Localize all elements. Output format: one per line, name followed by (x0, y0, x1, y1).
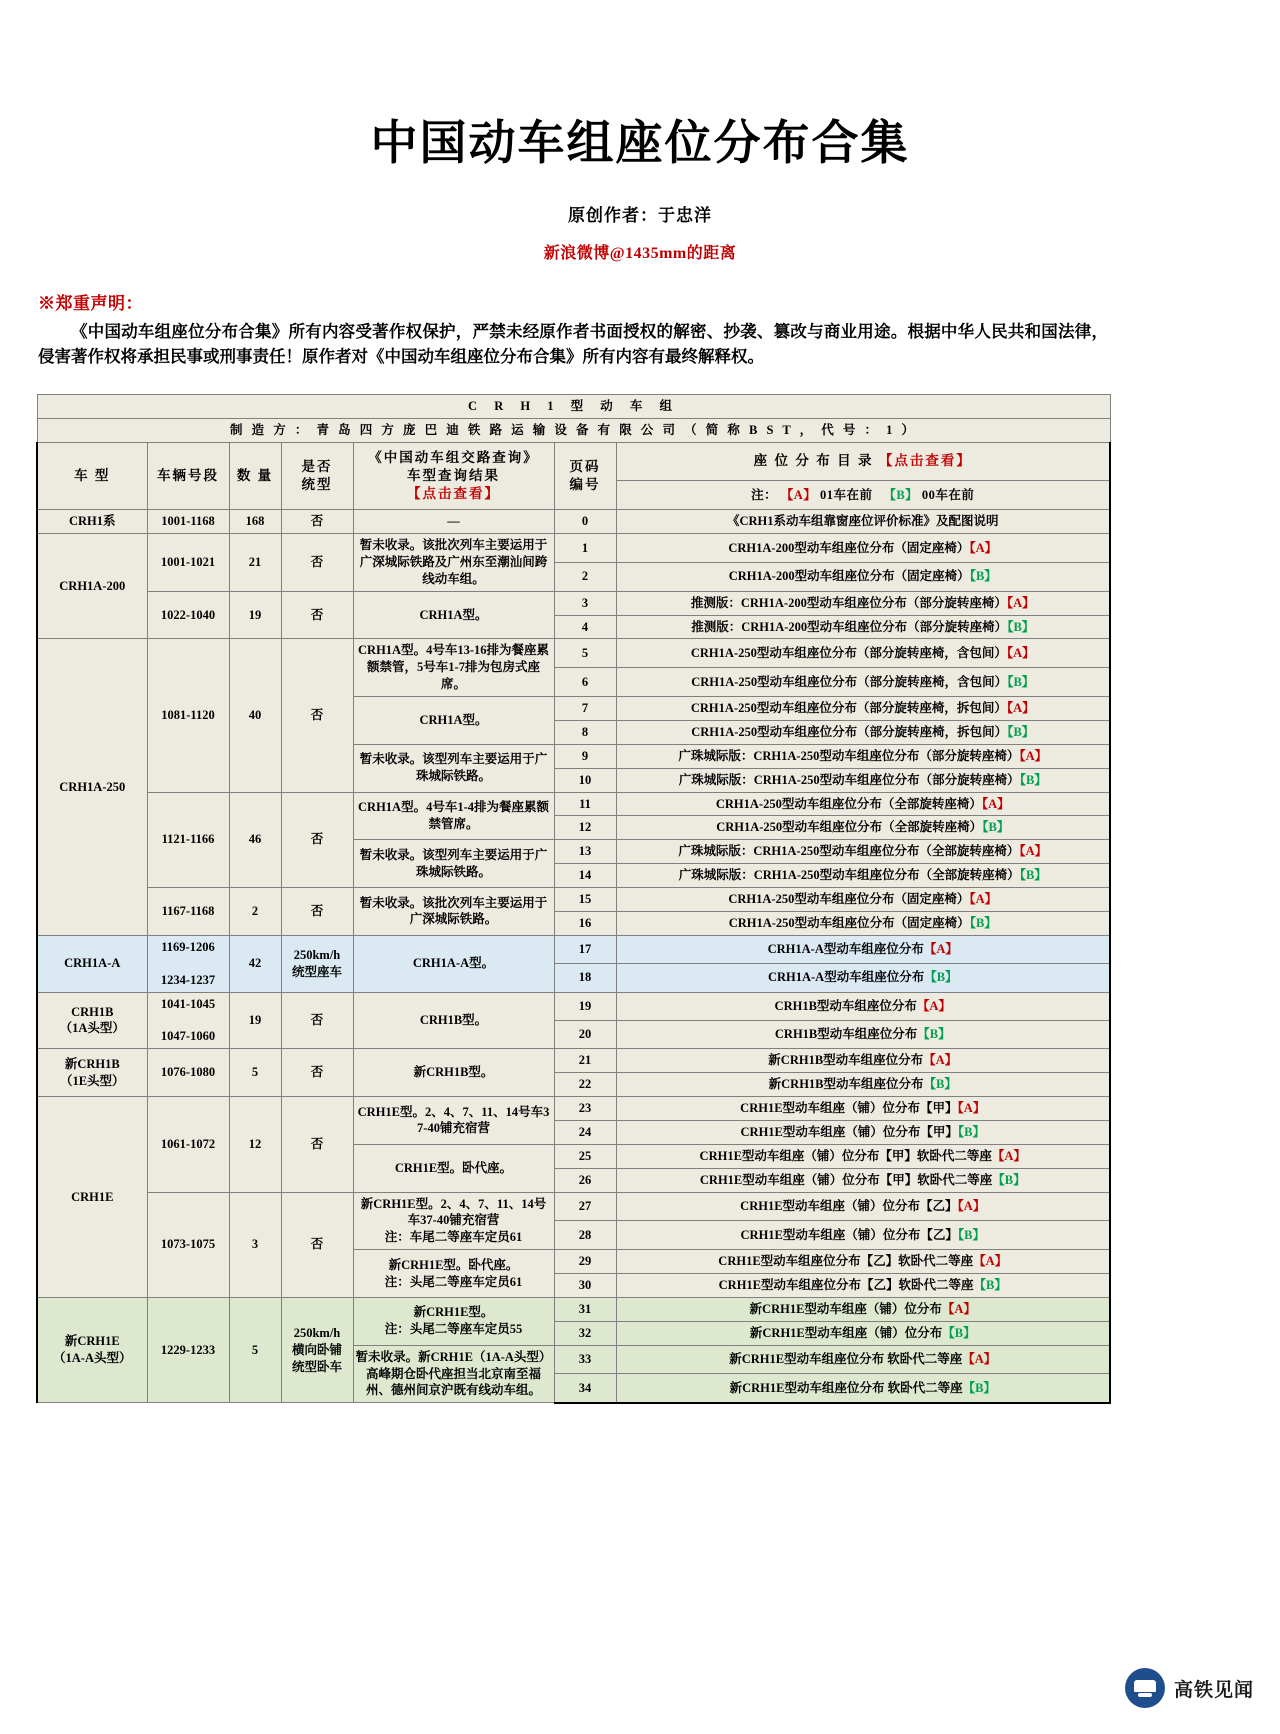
seat-distribution-text: CRH1E型动车组座（铺）位分布【甲】 (740, 1101, 958, 1116)
cell-seat-distribution-link[interactable] (616, 639, 1110, 668)
cell-quantity: 19 (229, 992, 281, 1049)
col-header-unified-line2: 统型 (301, 476, 333, 492)
cell-quantity: 5 (229, 1297, 281, 1402)
seat-distribution-text: 推测版：CRH1A-200型动车组座位分布（部分旋转座椅） (691, 619, 1008, 634)
cell-page-number: 19 (554, 992, 616, 1020)
cell-page-number: 34 (554, 1374, 616, 1403)
crh1-table (36, 394, 1111, 1404)
seat-distribution-text: CRH1E型动车组座位分布【乙】软卧代二等座 (718, 1254, 974, 1269)
seat-distribution-text: CRH1A-250型动车组座位分布（部分旋转座椅，含包间） (691, 674, 1008, 689)
watermark-label: 高铁见闻 (1173, 1679, 1254, 1701)
cell-page-number: 4 (554, 615, 616, 639)
seat-distribution-text: 《CRH1系动车组靠窗座位评价标准》及配图说明 (726, 514, 999, 529)
cell-model: CRH1A-200 (37, 534, 147, 639)
cell-page-number: 3 (554, 591, 616, 615)
cell-page-number: 12 (554, 816, 616, 840)
cell-seat-distribution-link[interactable] (616, 1144, 1110, 1168)
tag-a-badge: 【A】 (923, 1053, 958, 1068)
col-header-page-line2: 编号 (569, 476, 601, 492)
tag-a-badge: 【A】 (916, 998, 951, 1013)
cell-seat-distribution-link[interactable] (616, 840, 1110, 864)
column-header-row (37, 442, 1110, 480)
seat-distribution-text: CRH1E型动车组座（铺）位分布【甲】软卧代二等座 (699, 1172, 993, 1187)
cell-query-result: CRH1E型。卧代座。 (353, 1144, 554, 1192)
seat-directory-label: 座 位 分 布 目 录 (753, 453, 874, 469)
col-header-page-number (554, 442, 616, 510)
table-band-sub-row (37, 418, 1110, 442)
tag-b-badge: 【B】 (1007, 674, 1035, 689)
note-a-tag: 【A】 (780, 487, 817, 502)
cell-query-result: 新CRH1E型。卧代座。 注：头尾二等座车定员61 (353, 1250, 554, 1298)
seat-distribution-text: CRH1A-A型动车组座位分布 (767, 970, 925, 985)
cell-page-number: 25 (554, 1144, 616, 1168)
cell-page-number: 10 (554, 768, 616, 792)
cell-fleet-numbers: 1167-1168 (147, 888, 229, 936)
tag-b-badge: 【B】 (1007, 724, 1035, 739)
cell-model: 新CRH1B （1E头型） (37, 1049, 147, 1097)
tag-b-badge: 【B】 (942, 1325, 976, 1340)
cell-query-result: CRH1A型。4号车1-4排为餐座累额禁管席。 (353, 792, 554, 840)
col-header-seat-directory (616, 442, 1110, 480)
note-prefix: 注： (751, 487, 778, 502)
cell-seat-distribution-link[interactable] (616, 1345, 1110, 1374)
cell-query-result: 新CRH1B型。 (353, 1049, 554, 1097)
cell-seat-distribution-link[interactable] (616, 964, 1110, 992)
cell-seat-distribution-link[interactable] (616, 697, 1110, 721)
seat-distribution-text: CRH1A-250型动车组座位分布（全部旋转座椅） (715, 796, 982, 811)
table-row (37, 1049, 1110, 1073)
cell-query-result: CRH1E型。2、4、7、11、14号车37-40铺充宿营 (353, 1097, 554, 1145)
tag-a-badge: 【A】 (969, 892, 998, 907)
cell-fleet-numbers: 1073-1075 (147, 1192, 229, 1297)
seat-distribution-text: CRH1B型动车组座位分布 (774, 1027, 918, 1042)
tag-a-badge: 【A】 (957, 1101, 986, 1116)
cell-model: CRH1系 (37, 510, 147, 534)
cell-quantity: 168 (229, 510, 281, 534)
cell-fleet-numbers: 1121-1166 (147, 792, 229, 888)
cell-seat-distribution-link[interactable] (616, 992, 1110, 1020)
cell-page-number: 5 (554, 639, 616, 668)
col-header-unified (281, 442, 353, 510)
cell-page-number: 17 (554, 935, 616, 963)
tag-b-badge: 【B】 (957, 1227, 985, 1242)
table-row (37, 639, 1110, 668)
tag-b-badge: 【B】 (973, 1278, 1007, 1293)
seat-distribution-text: CRH1A-250型动车组座位分布（全部旋转座椅） (716, 820, 983, 835)
table-band-title-row (37, 394, 1110, 418)
cell-seat-distribution-link[interactable] (616, 591, 1110, 615)
seat-distribution-text: 新CRH1B型动车组座位分布 (768, 1077, 924, 1092)
cell-model: CRH1E (37, 1097, 147, 1298)
seat-distribution-text: CRH1A-200型动车组座位分布（固定座椅） (728, 540, 970, 555)
cell-page-number: 18 (554, 964, 616, 992)
seat-distribution-text: 推测版：CRH1A-200型动车组座位分布（部分旋转座椅） (690, 595, 1007, 610)
cell-query-result: 暂未收录。该批次列车主要运用于广深城际铁路及广州东至潮汕间跨线动车组。 (353, 534, 554, 592)
cell-query-result: 新CRH1E型。2、4、7、11、14号车37-40铺充宿营 注：车尾二等座车定员61 (353, 1192, 554, 1250)
cell-seat-distribution-link[interactable] (616, 1297, 1110, 1321)
col-header-ab-note (616, 480, 1110, 509)
tag-a-badge: 【A】 (973, 1254, 1008, 1269)
cell-query-result: CRH1A-A型。 (353, 935, 554, 992)
cell-query-result: CRH1A型。4号车13-16排为餐座累额禁管，5号车1-7排为包房式座席。 (353, 639, 554, 697)
query-click-link[interactable]: 【点击查看】 (407, 485, 500, 501)
cell-query-result: 暂未收录。该型列车主要运用于广珠城际铁路。 (353, 840, 554, 888)
cell-page-number: 8 (554, 720, 616, 744)
statement-heading: ※郑重声明： (38, 293, 143, 313)
tag-a-badge: 【A】 (962, 1351, 997, 1366)
band-title-cell: C R H 1 型 动 车 组 (37, 394, 1110, 418)
tag-b-badge: 【B】 (969, 569, 997, 584)
cell-fleet-numbers: 1041-1045 1047-1060 (147, 992, 229, 1049)
table-row (37, 888, 1110, 912)
seat-distribution-text: CRH1A-250型动车组座位分布（部分旋转座椅，含包间） (690, 645, 1007, 660)
cell-page-number: 7 (554, 697, 616, 721)
cell-unified: 否 (281, 1192, 353, 1297)
col-header-unified-line1: 是否 (301, 458, 333, 474)
cell-seat-distribution-link[interactable] (616, 1250, 1110, 1274)
cell-fleet-numbers: 1001-1021 (147, 534, 229, 592)
cell-seat-distribution-link[interactable] (616, 1274, 1110, 1298)
cell-page-number: 14 (554, 864, 616, 888)
cell-page-number: 33 (554, 1345, 616, 1374)
tag-b-badge: 【B】 (924, 970, 958, 985)
watermark-badge (1125, 1668, 1254, 1708)
cell-page-number: 20 (554, 1020, 616, 1048)
tag-a-badge: 【A】 (1019, 844, 1048, 859)
tag-a-badge: 【A】 (991, 1148, 1026, 1163)
cell-page-number: 31 (554, 1297, 616, 1321)
tag-a-badge: 【A】 (969, 540, 998, 555)
cell-model: CRH1A-A (37, 935, 147, 992)
tag-a-badge: 【A】 (957, 1199, 986, 1213)
seat-distribution-text: CRH1A-250型动车组座位分布（部分旋转座椅，拆包间） (690, 701, 1007, 716)
seat-distribution-text: CRH1A-A型动车组座位分布 (767, 942, 924, 957)
cell-page-number: 6 (554, 668, 616, 697)
cell-quantity: 2 (229, 888, 281, 936)
cell-query-result: 暂未收录。新CRH1E（1A-A头型）高峰期仓卧代座担当北京南至福州、德州间京沪既有线动车组。 (353, 1345, 554, 1403)
seat-distribution-text: CRH1E型动车组座（铺）位分布【甲】 (740, 1124, 958, 1139)
col-header-page-line1: 页码 (569, 458, 601, 474)
table-head (37, 394, 1110, 509)
cell-page-number: 24 (554, 1120, 616, 1144)
seat-distribution-text: CRH1A-250型动车组座位分布（固定座椅） (728, 892, 970, 907)
note-b-text: 00车在前 (921, 487, 975, 502)
cell-unified: 250km/h 横向卧铺 统型卧车 (281, 1297, 353, 1402)
cell-page-number: 22 (554, 1073, 616, 1097)
cell-seat-distribution-link[interactable] (616, 1120, 1110, 1144)
cell-query-result: CRH1B型。 (353, 992, 554, 1049)
cell-seat-distribution-link[interactable] (616, 1168, 1110, 1192)
cell-seat-distribution-link[interactable] (616, 668, 1110, 697)
cell-unified: 否 (281, 639, 353, 792)
seat-distribution-text: 广珠城际版：CRH1A-250型动车组座位分布（全部旋转座椅） (678, 868, 1020, 883)
cell-seat-distribution-link[interactable] (616, 768, 1110, 792)
cell-page-number: 1 (554, 534, 616, 563)
statement-body: 《中国动车组座位分布合集》所有内容受著作权保护，严禁未经原作者书面授权的解密、抄袭、篡改与商业用途。根据中华人民共和国法律，侵害著作权将承担民事或刑事责任！原作者对《中国动车组座位分布合集》所有内容有最终解释权。 (38, 321, 1108, 367)
cell-page-number: 0 (554, 510, 616, 534)
cell-seat-distribution-link[interactable] (616, 1097, 1110, 1121)
cell-page-number: 2 (554, 562, 616, 591)
cell-model: CRH1B （1A头型） (37, 992, 147, 1049)
cell-unified: 否 (281, 792, 353, 888)
seat-distribution-text: CRH1B型动车组座位分布 (774, 998, 917, 1013)
cell-page-number: 30 (554, 1274, 616, 1298)
cell-page-number: 11 (554, 792, 616, 816)
seat-distribution-text: 广珠城际版：CRH1A-250型动车组座位分布（部分旋转座椅） (678, 748, 1020, 763)
cell-query-result: CRH1A型。 (353, 697, 554, 745)
cell-seat-distribution-link[interactable] (616, 935, 1110, 963)
cell-seat-distribution-link[interactable] (616, 911, 1110, 935)
cell-seat-distribution-link[interactable] (616, 888, 1110, 912)
table-row (37, 1297, 1110, 1321)
cell-unified: 否 (281, 591, 353, 639)
table-row (37, 1097, 1110, 1121)
cell-page-number: 28 (554, 1221, 616, 1250)
col-header-quantity: 数 量 (229, 442, 281, 510)
cell-seat-distribution-link[interactable] (616, 562, 1110, 591)
cell-unified: 否 (281, 992, 353, 1049)
cell-unified: 否 (281, 534, 353, 592)
tag-b-badge: 【B】 (917, 1027, 951, 1042)
seat-distribution-text: 新CRH1E型动车组座位分布 软卧代二等座 (729, 1351, 963, 1366)
table-row (37, 792, 1110, 816)
cell-quantity: 40 (229, 639, 281, 792)
tag-b-badge: 【B】 (969, 915, 997, 930)
cell-page-number: 32 (554, 1321, 616, 1345)
tag-b-badge: 【B】 (1007, 619, 1035, 634)
tag-b-badge: 【B】 (982, 820, 1010, 835)
table-row (37, 591, 1110, 615)
col-header-fleet-numbers: 车辆号段 (147, 442, 229, 510)
cell-seat-distribution-link[interactable] (616, 720, 1110, 744)
cell-query-result: — (353, 510, 554, 534)
cell-unified: 否 (281, 888, 353, 936)
author-byline: 原创作者：于忠洋 (568, 205, 712, 225)
seat-distribution-text: 新CRH1E型动车组座位分布 软卧代二等座 (729, 1380, 963, 1395)
cell-page-number: 27 (554, 1192, 616, 1221)
cell-page-number: 13 (554, 840, 616, 864)
band-manufacturer-cell: 制 造 方 ： 青 岛 四 方 庞 巴 迪 铁 路 运 输 设 备 有 限 公 司 （ 简 称 B S T ， 代 号 ： 1 ） (37, 418, 1110, 442)
cell-quantity: 46 (229, 792, 281, 888)
seat-distribution-text: CRH1E型动车组座（铺）位分布【乙】 (740, 1227, 958, 1242)
masthead (0, 0, 1280, 263)
cell-quantity: 21 (229, 534, 281, 592)
cell-page-number: 21 (554, 1049, 616, 1073)
seat-distribution-text: 新CRH1E型动车组座（铺）位分布 (749, 1325, 943, 1340)
note-b-tag: 【B】 (883, 487, 919, 502)
cell-unified: 250km/h 统型座车 (281, 935, 353, 992)
seat-distribution-text: CRH1A-250型动车组座位分布（固定座椅） (728, 915, 970, 930)
page-title: 中国动车组座位分布合集 (370, 118, 910, 170)
cell-quantity: 3 (229, 1192, 281, 1297)
cell-page-number: 15 (554, 888, 616, 912)
tag-b-badge: 【B】 (1019, 868, 1047, 883)
tag-a-badge: 【A】 (923, 942, 958, 957)
cell-seat-distribution-link[interactable] (616, 1221, 1110, 1250)
cell-quantity: 19 (229, 591, 281, 639)
cell-seat-distribution-link[interactable] (616, 534, 1110, 563)
cell-seat-distribution-link[interactable] (616, 1020, 1110, 1048)
table-row (37, 1192, 1110, 1221)
cell-unified: 否 (281, 1049, 353, 1097)
cell-seat-distribution-link[interactable] (616, 1073, 1110, 1097)
seat-distribution-text: CRH1E型动车组座（铺）位分布【甲】软卧代二等座 (699, 1148, 992, 1163)
col-header-query-line1: 《中国动车组交路查询》 (368, 449, 539, 465)
cell-model: CRH1A-250 (37, 639, 147, 935)
train-logo-icon (1125, 1668, 1165, 1708)
cell-seat-distribution-link[interactable] (616, 1192, 1110, 1221)
table-body (37, 510, 1110, 1403)
cell-query-result: 暂未收录。该批次列车主要运用于广深城际铁路。 (353, 888, 554, 936)
cell-seat-distribution-link[interactable] (616, 864, 1110, 888)
tag-b-badge: 【B】 (962, 1380, 996, 1395)
cell-fleet-numbers: 1229-1233 (147, 1297, 229, 1402)
cell-page-number: 9 (554, 744, 616, 768)
cell-seat-distribution-link[interactable] (616, 816, 1110, 840)
cell-query-result: 暂未收录。该型列车主要运用于广珠城际铁路。 (353, 744, 554, 792)
copyright-statement (38, 289, 1280, 370)
tag-b-badge: 【B】 (923, 1077, 957, 1092)
cell-seat-distribution-link[interactable] (616, 615, 1110, 639)
cell-unified: 否 (281, 1097, 353, 1193)
col-header-query-line2: 车型查询结果 (407, 467, 500, 483)
seat-distribution-text: CRH1E型动车组座位分布【乙】软卧代二等座 (718, 1278, 974, 1293)
seat-distribution-text: CRH1A-200型动车组座位分布（固定座椅） (728, 569, 970, 584)
tag-a-badge: 【A】 (1019, 748, 1048, 763)
cell-model: 新CRH1E （1A-A头型） (37, 1297, 147, 1402)
seat-distribution-text: CRH1A-250型动车组座位分布（部分旋转座椅，拆包间） (691, 724, 1008, 739)
cell-fleet-numbers: 1081-1120 (147, 639, 229, 792)
table-row (37, 534, 1110, 563)
seat-distribution-text: 广珠城际版：CRH1A-250型动车组座位分布（全部旋转座椅） (678, 844, 1020, 859)
cell-fleet-numbers: 1061-1072 (147, 1097, 229, 1193)
cell-quantity: 42 (229, 935, 281, 992)
table-row (37, 510, 1110, 534)
cell-page-number: 16 (554, 911, 616, 935)
weibo-handle: 新浪微博@1435mm的距离 (543, 244, 737, 262)
cell-fleet-numbers: 1001-1168 (147, 510, 229, 534)
cell-fleet-numbers: 1022-1040 (147, 591, 229, 639)
cell-seat-distribution-link[interactable] (616, 1374, 1110, 1403)
seat-distribution-text: CRH1E型动车组座（铺）位分布【乙】 (740, 1199, 958, 1213)
cell-query-result: CRH1A型。 (353, 591, 554, 639)
tag-a-badge: 【A】 (1006, 645, 1035, 660)
cell-page-number: 26 (554, 1168, 616, 1192)
cell-unified: 否 (281, 510, 353, 534)
seat-distribution-text: 新CRH1E型动车组座（铺）位分布 (749, 1301, 942, 1316)
tag-a-badge: 【A】 (1006, 701, 1035, 716)
cell-seat-distribution-link[interactable] (616, 510, 1110, 534)
table-row (37, 992, 1110, 1020)
tag-b-badge: 【B】 (992, 1172, 1026, 1187)
seat-distribution-text: 新CRH1B型动车组座位分布 (768, 1053, 924, 1068)
tag-a-badge: 【A】 (941, 1301, 976, 1316)
tag-b-badge: 【B】 (1019, 772, 1047, 787)
cell-page-number: 23 (554, 1097, 616, 1121)
seat-distribution-text: 广珠城际版：CRH1A-250型动车组座位分布（部分旋转座椅） (678, 772, 1020, 787)
cell-seat-distribution-link[interactable] (616, 792, 1110, 816)
cell-query-result: 新CRH1E型。 注：头尾二等座车定员55 (353, 1297, 554, 1345)
col-header-model: 车 型 (37, 442, 147, 510)
cell-fleet-numbers: 1169-1206 1234-1237 (147, 935, 229, 992)
tag-a-badge: 【A】 (981, 796, 1010, 811)
tag-a-badge: 【A】 (1006, 595, 1035, 610)
table-row (37, 935, 1110, 963)
seat-directory-click-link[interactable]: 【点击查看】 (878, 453, 972, 469)
cell-page-number: 29 (554, 1250, 616, 1274)
cell-quantity: 12 (229, 1097, 281, 1193)
crh1-table-wrapper (36, 394, 1109, 1404)
cell-quantity: 5 (229, 1049, 281, 1097)
col-header-query-result (353, 442, 554, 510)
cell-seat-distribution-link[interactable] (616, 1049, 1110, 1073)
note-a-text: 01车在前 (819, 487, 873, 502)
cell-seat-distribution-link[interactable] (616, 1321, 1110, 1345)
cell-seat-distribution-link[interactable] (616, 744, 1110, 768)
tag-b-badge: 【B】 (957, 1124, 985, 1139)
cell-fleet-numbers: 1076-1080 (147, 1049, 229, 1097)
